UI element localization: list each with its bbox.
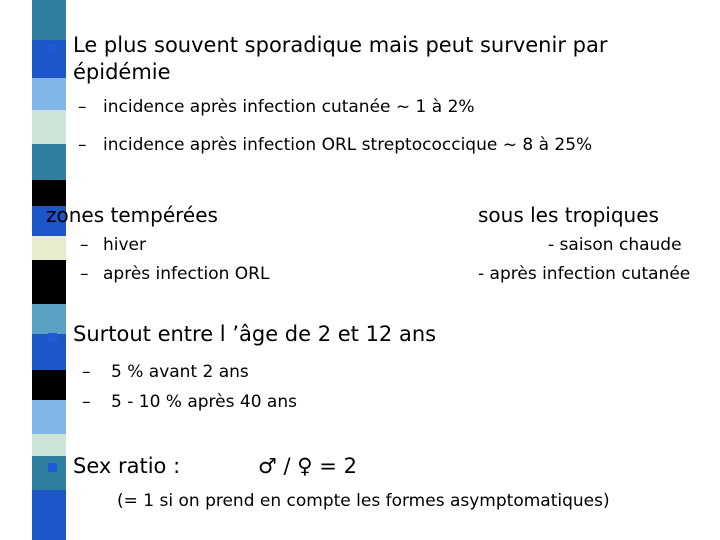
sub-dash: – — [82, 392, 91, 412]
right-item-saison: - saison chaude — [548, 235, 682, 255]
decorative-strip — [32, 0, 66, 540]
left-dash: – — [80, 235, 89, 255]
sub-dash: – — [78, 97, 87, 117]
sub-item-apres-40: 5 - 10 % après 40 ans — [111, 392, 297, 412]
bullet-square-icon — [48, 44, 57, 53]
left-dash: – — [80, 264, 89, 284]
bullet2-text: Surtout entre l ’âge de 2 et 12 ans — [73, 322, 437, 346]
sex-ratio-label: Sex ratio : — [73, 454, 181, 478]
bullet1-line1: Le plus souvent sporadique mais peut survenir par — [73, 33, 608, 57]
left-column-heading: zones tempérées — [46, 203, 218, 227]
sub-item-avant-2: 5 % avant 2 ans — [111, 362, 249, 382]
left-item-orl: après infection ORL — [103, 264, 270, 284]
sub-dash: – — [82, 362, 91, 382]
sub-item-cutanee: incidence après infection cutanée ~ 1 à 2% — [103, 97, 475, 117]
sub-dash: – — [78, 135, 87, 155]
sex-ratio-formula: ♂ / ♀ = 2 — [258, 454, 357, 478]
bullet-square-icon — [48, 463, 57, 472]
sub-item-orl: incidence après infection ORL streptococcique ~ 8 à 25% — [103, 135, 593, 155]
bullet1-line2: épidémie — [73, 60, 171, 84]
right-item-cutanee: - après infection cutanée — [478, 264, 691, 284]
sex-ratio-note: (= 1 si on prend en compte les formes asymptomatiques) — [117, 491, 610, 511]
left-item-hiver: hiver — [103, 235, 147, 255]
right-column-heading: sous les tropiques — [478, 203, 659, 227]
bullet-square-icon — [48, 333, 57, 342]
